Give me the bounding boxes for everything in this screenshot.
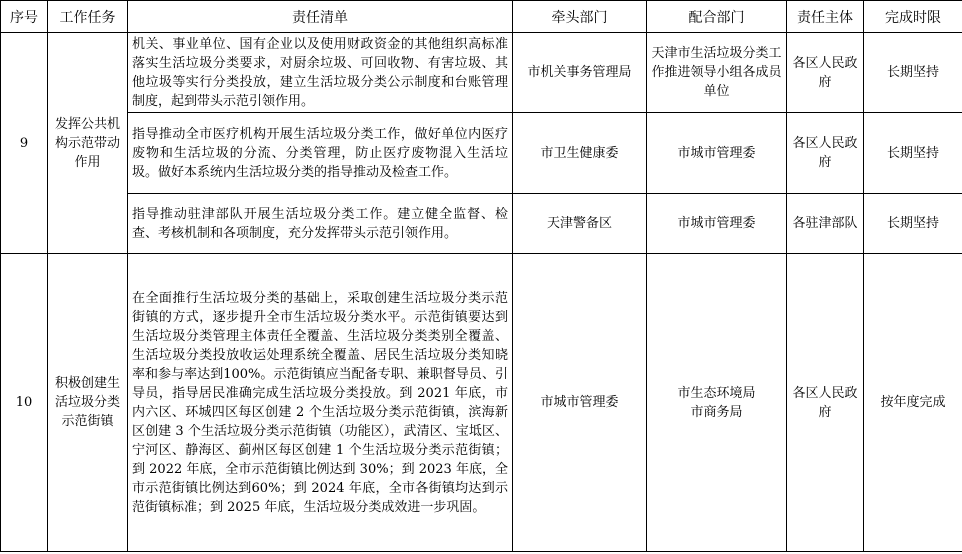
coop-dept-cell: 天津市生活垃圾分类工作推进领导小组各成员单位: [647, 33, 787, 113]
coop-dept-cell: 市生态环境局 市商务局: [647, 254, 787, 552]
task-cell: 积极创建生活垃圾分类示范街镇: [48, 254, 128, 552]
deadline-cell: 长期坚持: [864, 33, 962, 113]
table-row: [1, 194, 962, 254]
header-row: [1, 1, 962, 33]
duty-cell: 指导推动驻津部队开展生活垃圾分类工作。建立健全监督、检查、考核机制和各项制度，充分发挥带头示范引领作用。: [128, 194, 513, 254]
lead-dept-cell: 市卫生健康委: [513, 113, 647, 194]
task-cell: 发挥公共机构示范带动作用: [48, 33, 128, 254]
seq-cell: 9: [1, 33, 48, 254]
header-subject: 责任主体: [787, 1, 864, 33]
seq-cell: 10: [1, 254, 48, 552]
deadline-cell: 长期坚持: [864, 194, 962, 254]
duty-cell: 指导推动全市医疗机构开展生活垃圾分类工作，做好单位内医疗废物和生活垃圾的分流、分类管理，防止医疗废物混入生活垃圾。做好本系统内生活垃圾分类的指导推动及检查工作。: [128, 113, 513, 194]
subject-cell: 各区人民政府: [787, 254, 864, 552]
duty-cell: 在全面推行生活垃圾分类的基础上，采取创建生活垃圾分类示范街镇的方式，逐步提升全市生活垃圾分类水平。示范街镇要达到生活垃圾分类管理主体责任全覆盖、生活垃圾分类类别全覆盖、生活垃圾分类投放收运处理系统全覆盖、居民生活垃圾分类知晓率和参与率达到100%。示范街镇应当配备专职、兼职督导员、引导员，指导居民准确完成生活垃圾分类投放。到 2021 年底，市内六区、环城四区每区创建 2 个生活垃圾分类示范街镇，滨海新区创建 3 个生活垃圾分类示范街镇（功能区），武清区、宝坻区、宁河区、静海区、蓟州区每区创建 1 个生活垃圾分类示范街镇；到 2022 年底，全市示范街镇比例达到 30%；到 2023 年底，全市示范街镇比例达到60%；到 2024 年底，全市各街镇均达到示范街镇标准；到 2025 年底，生活垃圾分类成效进一步巩固。: [128, 254, 513, 552]
subject-cell: 各区人民政府: [787, 113, 864, 194]
table-row: [1, 33, 962, 113]
lead-dept-cell: 市城市管理委: [513, 254, 647, 552]
coop-dept-cell: 市城市管理委: [647, 113, 787, 194]
table-row: [1, 113, 962, 194]
subject-cell: 各驻津部队: [787, 194, 864, 254]
header-duty: 责任清单: [128, 1, 513, 33]
lead-dept-cell: 市机关事务管理局: [513, 33, 647, 113]
subject-cell: 各区人民政府: [787, 33, 864, 113]
header-coop: 配合部门: [647, 1, 787, 33]
header-task: 工作任务: [48, 1, 128, 33]
lead-dept-cell: 天津警备区: [513, 194, 647, 254]
header-seq: 序号: [1, 1, 48, 33]
table-row: [1, 254, 962, 552]
deadline-cell: 长期坚持: [864, 113, 962, 194]
header-lead: 牵头部门: [513, 1, 647, 33]
header-deadline: 完成时限: [864, 1, 962, 33]
duty-cell: 机关、事业单位、国有企业以及使用财政资金的其他组织高标准落实生活垃圾分类要求，对厨余垃圾、可回收物、有害垃圾、其他垃圾等实行分类投放，建立生活垃圾分类公示制度和台账管理制度，起到带头示范引领作用。: [128, 33, 513, 113]
deadline-cell: 按年度完成: [864, 254, 962, 552]
coop-dept-cell: 市城市管理委: [647, 194, 787, 254]
